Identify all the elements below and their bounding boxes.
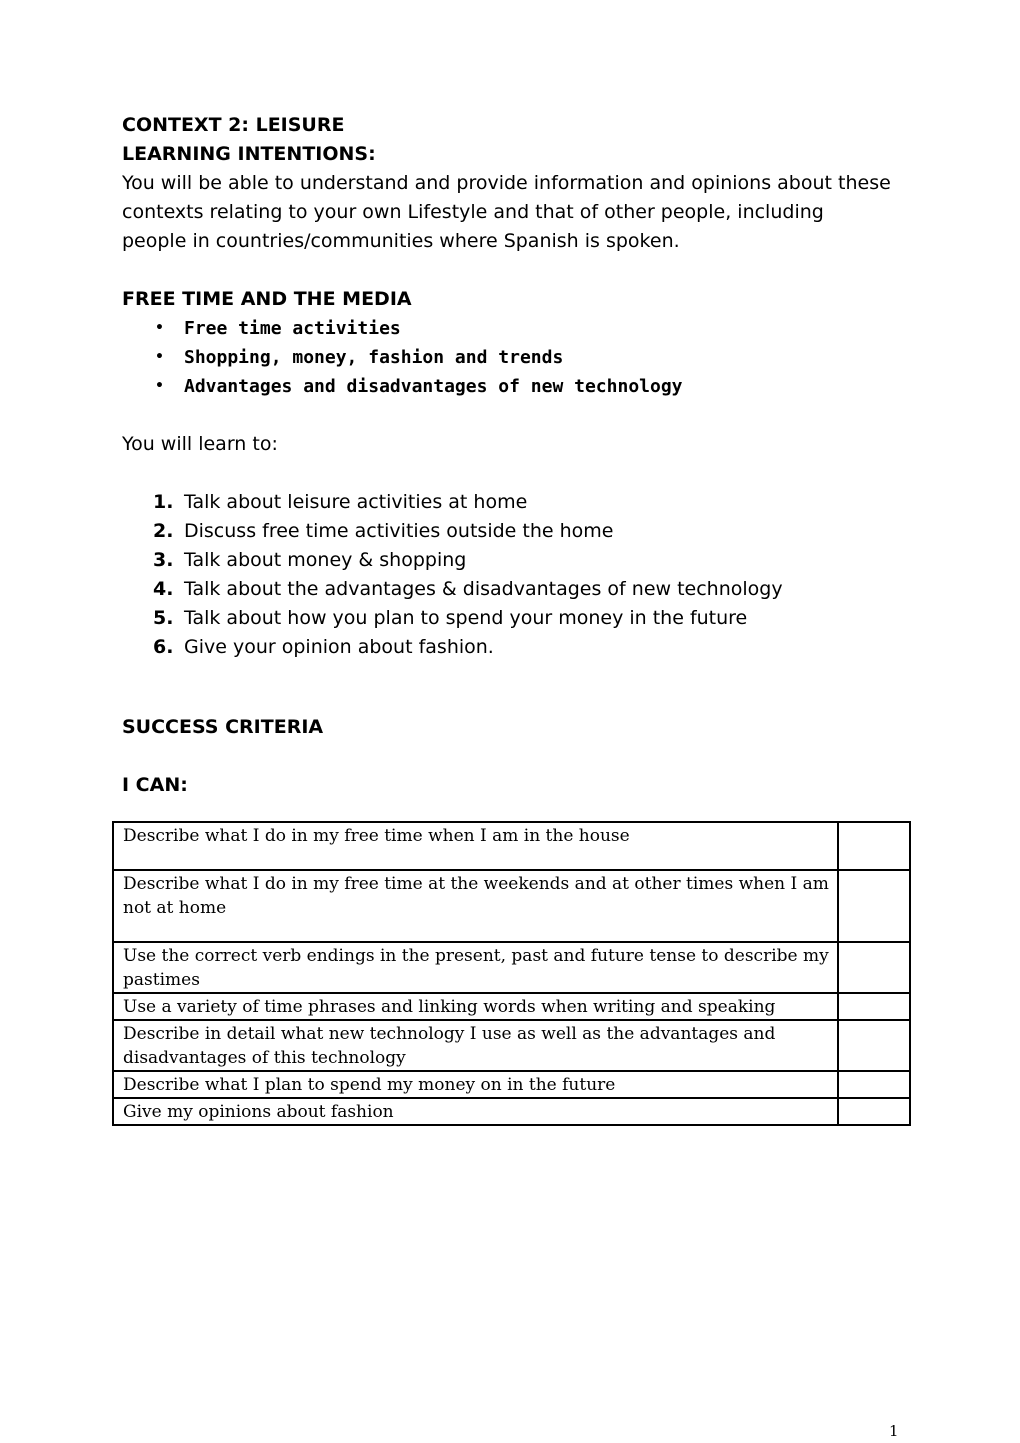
intro-line: contexts relating to your own Lifestyle and that of other people, including [122,201,824,223]
bullet-icon: • [155,349,164,365]
context-heading: CONTEXT 2: LEISURE [122,114,345,136]
i-can-heading: I CAN: [122,774,188,796]
criteria-text: Describe what I plan to spend my money on in the future [113,1071,838,1098]
criteria-text: Describe what I do in my free time at the weekends and at other times when I am not at home [113,870,838,942]
bullet-text: Shopping, money, fashion and trends [184,347,564,368]
topic-bullet-list [122,314,912,401]
outcome-item [122,546,912,575]
criteria-text: Give my opinions about fashion [113,1098,838,1125]
criteria-checkbox-cell[interactable] [838,1071,910,1098]
outcome-number: 4. [153,578,174,600]
outcome-text: Give your opinion about fashion. [184,636,494,658]
criteria-row [113,1098,910,1125]
bullet-item [122,372,912,401]
criteria-text: Describe what I do in my free time when I am in the house [113,822,838,870]
criteria-checkbox-cell[interactable] [838,822,910,870]
criteria-text: Use a variety of time phrases and linking words when writing and speaking [113,993,838,1020]
criteria-row [113,870,910,942]
criteria-row [113,1071,910,1098]
bullet-icon: • [155,320,164,336]
bullet-icon: • [155,378,164,394]
criteria-row [113,1020,910,1071]
bullet-item [122,343,912,372]
learning-intentions-heading: LEARNING INTENTIONS: [122,143,376,165]
outcome-item [122,604,912,633]
success-criteria-table [112,821,911,1126]
outcome-text: Talk about money & shopping [184,549,467,571]
outcome-text: Talk about the advantages & disadvantages of new technology [184,578,783,600]
criteria-text: Describe in detail what new technology I use as well as the advantages and disadvantages of this technology [113,1020,838,1071]
criteria-checkbox-cell[interactable] [838,1020,910,1071]
outcome-item [122,517,912,546]
outcome-number: 2. [153,520,174,542]
page-number: 1 [889,1422,899,1440]
outcome-item [122,633,912,662]
bullet-text: Advantages and disadvantages of new technology [184,376,683,397]
document-body [122,111,912,800]
bullet-item [122,314,912,343]
success-criteria-heading: SUCCESS CRITERIA [122,716,324,738]
criteria-checkbox-cell[interactable] [838,942,910,993]
criteria-text: Use the correct verb endings in the present, past and future tense to describe my pastimes [113,942,838,993]
outcome-text: Talk about how you plan to spend your money in the future [184,607,748,629]
outcome-text: Talk about leisure activities at home [184,491,528,513]
section-title: FREE TIME AND THE MEDIA [122,288,412,310]
criteria-row [113,942,910,993]
intro-line: You will be able to understand and provide information and opinions about these [122,172,891,194]
criteria-row [113,993,910,1020]
learning-outcomes-list [122,488,912,662]
criteria-checkbox-cell[interactable] [838,870,910,942]
outcome-text: Discuss free time activities outside the home [184,520,614,542]
criteria-checkbox-cell[interactable] [838,993,910,1020]
outcome-number: 1. [153,491,174,513]
outcome-item [122,575,912,604]
criteria-row [113,822,910,870]
bullet-text: Free time activities [184,318,401,339]
outcome-number: 5. [153,607,174,629]
outcome-item [122,488,912,517]
criteria-checkbox-cell[interactable] [838,1098,910,1125]
outcome-number: 3. [153,549,174,571]
learn-prompt: You will learn to: [122,433,278,455]
outcome-number: 6. [153,636,174,658]
intro-line: people in countries/communities where Spanish is spoken. [122,230,680,252]
